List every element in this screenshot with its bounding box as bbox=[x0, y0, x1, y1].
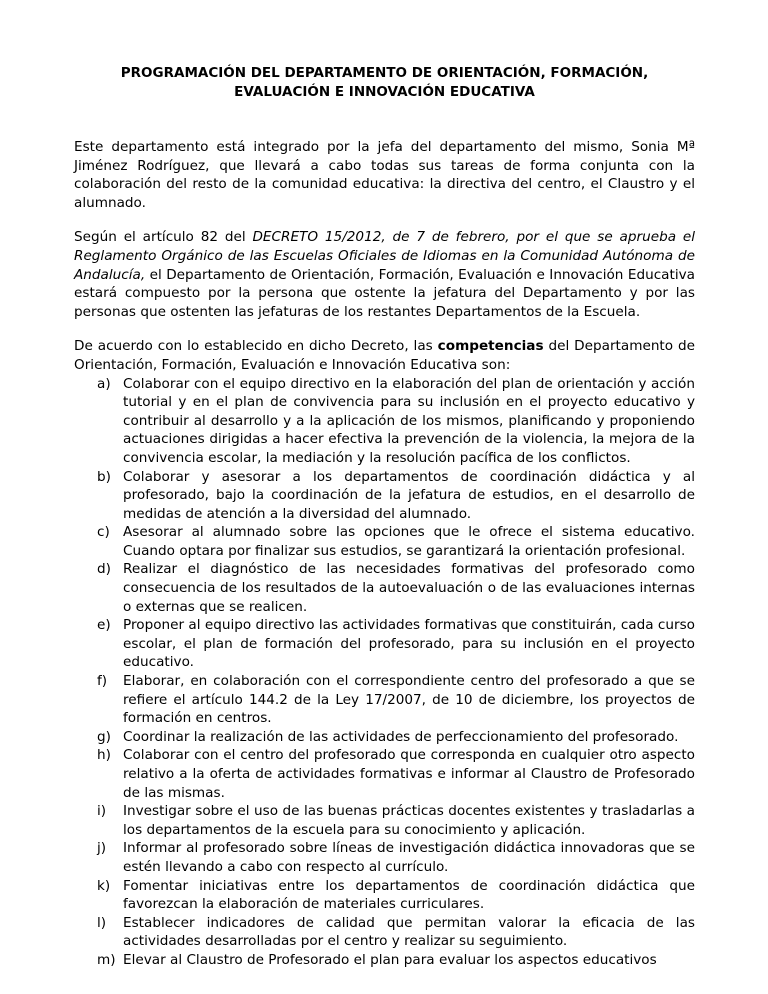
decree-prefix: Según el artículo 82 del bbox=[74, 229, 253, 246]
list-item bbox=[74, 951, 695, 970]
paragraph-composition: Este departamento está integrado por la jefa del departamento del mismo, Sonia Mª Jiménez Rodríguez, que llevará a cabo todas sus tareas de forma conjunta con la colaboración del resto de la comunidad educativa: la directiva del centro, el Claustro y el alumnado. bbox=[74, 139, 695, 211]
title-line-1: PROGRAMACIÓN DEL DEPARTAMENTO DE ORIENTACIÓN, FORMACIÓN, bbox=[120, 65, 649, 81]
list-item-text: Elaborar, en colaboración con el correspondiente centro del profesorado a que se refiere el artículo 144.2 de la Ley 17/2007, de 10 de diciembre, los proyectos de formación en centros. bbox=[123, 673, 695, 727]
list-marker: b) bbox=[97, 468, 111, 485]
list-item bbox=[74, 746, 695, 802]
list-marker: c) bbox=[97, 524, 110, 541]
list-item-text: Colaborar y asesorar a los departamentos de coordinación didáctica y al profesorado, bajo la coordinación de la jefatura de estudios, en el desarrollo de medidas de atención a la diversidad del alumnado. bbox=[123, 468, 695, 522]
list-item bbox=[74, 839, 695, 876]
list-item bbox=[74, 802, 695, 839]
list-item bbox=[74, 728, 695, 747]
list-item-text: Colaborar con el centro del profesorado que corresponda en cualquier otro aspecto relativo a la oferta de actividades formativas e informar al Claustro de Profesorado de las mismas. bbox=[123, 747, 695, 801]
list-item bbox=[74, 672, 695, 728]
list-item bbox=[74, 616, 695, 672]
list-item-text: Proponer al equipo directivo las actividades formativas que constituirán, cada curso escolar, el plan de formación del profesorado, para su inclusión en el proyecto educativo. bbox=[123, 617, 695, 671]
list-marker: e) bbox=[97, 617, 111, 634]
list-marker: l) bbox=[97, 914, 107, 931]
list-marker: i) bbox=[97, 803, 107, 820]
paragraph-decree bbox=[74, 228, 695, 321]
list-item bbox=[74, 914, 695, 951]
list-marker: k) bbox=[97, 877, 111, 894]
list-item-text: Informar al profesorado sobre líneas de investigación didáctica innovadoras que se estén llevando a cabo con respecto al currículo. bbox=[123, 840, 695, 875]
list-item bbox=[74, 468, 695, 524]
list-item-text: Realizar el diagnóstico de las necesidades formativas del profesorado como consecuencia de los resultados de la autoevaluación o de las evaluaciones internas o externas que se realicen. bbox=[123, 561, 695, 615]
list-item bbox=[74, 560, 695, 616]
paragraph-competencias-intro bbox=[74, 337, 695, 374]
list-item-text: Fomentar iniciativas entre los departamentos de coordinación didáctica que favorezcan la elaboración de materiales curriculares. bbox=[123, 877, 695, 913]
title-line-2: EVALUACIÓN E INNOVACIÓN EDUCATIVA bbox=[234, 84, 535, 100]
document-title bbox=[74, 64, 695, 102]
decree-reference: DECRETO 15/2012, de 7 de febrero, por el que se aprueba el Reglamento Orgánico de las Escuelas Oficiales de Idiomas en la Comunidad Autónoma de Andalucía, bbox=[74, 229, 696, 283]
decree-suffix: el Departamento de Orientación, Formación, Evaluación e Innovación Educativa estará compuesto por la persona que ostente la jefatura del Departamento y por las personas que ostenten las jefaturas de los restantes Departamentos de la Escuela. bbox=[74, 266, 695, 320]
competencias-prefix: De acuerdo con lo establecido en dicho Decreto, las bbox=[74, 338, 438, 355]
list-marker: j) bbox=[97, 840, 107, 857]
list-marker: a) bbox=[97, 375, 111, 392]
competencias-suffix: del Departamento de Orientación, Formación, Evaluación e Innovación Educativa son: bbox=[74, 338, 695, 373]
list-marker: m) bbox=[97, 951, 116, 968]
list-marker: g) bbox=[97, 728, 111, 745]
list-item-text: Asesorar al alumnado sobre las opciones que le ofrece el sistema educativo. Cuando optara por finalizar sus estudios, se garantizará la orientación profesional. bbox=[123, 524, 695, 559]
list-item-text: Colaborar con el equipo directivo en la elaboración del plan de orientación y acción tutorial y en el plan de convivencia para su inclusión en el proyecto educativo y contribuir al desarrollo y a la aplicación de los mismos, planificando y proponiendo actuaciones dirigidas a hacer efectiva la prevención de la violencia, la mejora de la convivencia escolar, la mediación y la resolución pacífica de los conflictos. bbox=[123, 375, 695, 466]
list-item-text: Establecer indicadores de calidad que permitan valorar la eficacia de las actividades desarrolladas por el centro y realizar su seguimiento. bbox=[123, 914, 695, 950]
list-marker: d) bbox=[97, 561, 111, 578]
list-item bbox=[74, 523, 695, 560]
list-marker: f) bbox=[97, 673, 108, 690]
list-item-text: Elevar al Claustro de Profesorado el plan para evaluar los aspectos educativos bbox=[123, 951, 657, 968]
list-item bbox=[74, 877, 695, 914]
competencias-list bbox=[74, 375, 695, 970]
list-marker: h) bbox=[97, 747, 111, 764]
list-item-text: Investigar sobre el uso de las buenas prácticas docentes existentes y trasladarlas a los departamentos de la escuela para su conocimiento y aplicación. bbox=[123, 803, 695, 838]
competencias-keyword: competencias bbox=[437, 338, 544, 355]
list-item-text: Coordinar la realización de las actividades de perfeccionamiento del profesorado. bbox=[123, 728, 679, 745]
document-page bbox=[74, 64, 695, 970]
list-item bbox=[74, 375, 695, 468]
